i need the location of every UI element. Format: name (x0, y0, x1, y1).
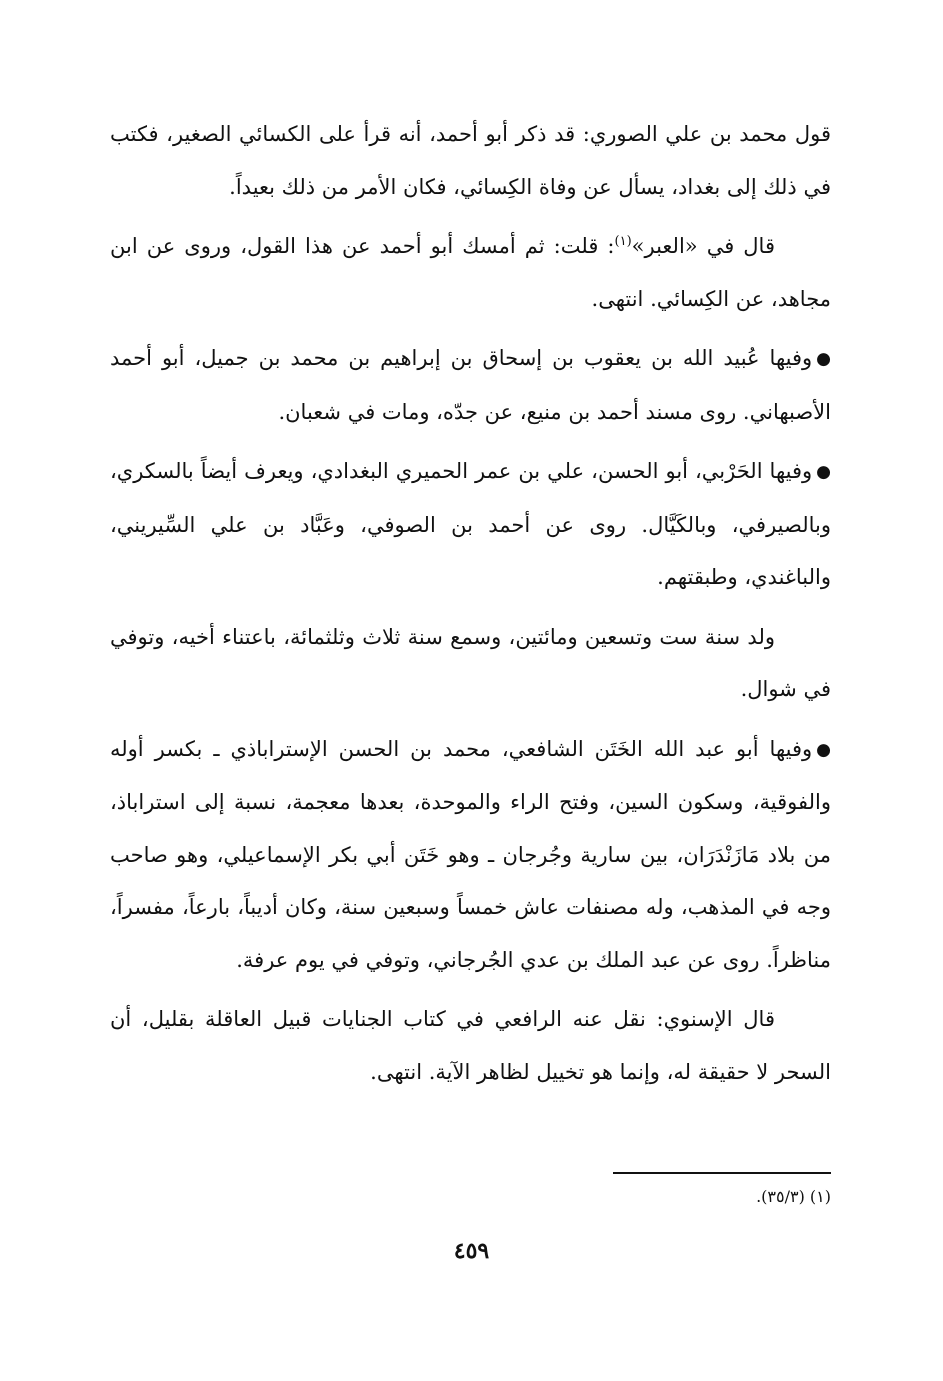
paragraph-2-lead: قال في «العبر» (631, 234, 775, 258)
page-number: ٤٥٩ (453, 1238, 490, 1264)
paragraph-7-text: قال الإسنوي: نقل عنه الرافعي في كتاب الجنايات قبيل العاقلة بقليل، أن السحر لا حقيقة له، وإنما هو تخييل لظاهر الآية. انتهى. (110, 1007, 831, 1084)
paragraph-5-text: ولد سنة ست وتسعين ومائتين، وسمع سنة ثلاث وثلثمائة، باعتناء أخيه، وتوفي في شوال. (110, 624, 831, 701)
paragraph-6 (110, 723, 831, 987)
paragraph-4-text: وفيها الحَرْبي، أبو الحسن، علي بن عمر الحميري البغدادي، ويعرف أيضاً بالسكري، وبالصيرفي، وبالكَيَّال. روى عن أحمد بن الصوفي، وعَبَّاد بن علي السِّيريني، والباغندي، وطبقتهم. (110, 459, 831, 589)
bullet-icon: ● (816, 462, 831, 482)
paragraph-1-text: قول محمد بن علي الصوري: قد ذكر أبو أحمد، أنه قرأ على الكسائي الصغير، فكتب في ذلك إلى بغداد، يسأل عن وفاة الكِسائي، فكان الأمر من ذلك بعيداً. (110, 122, 831, 199)
footnote-divider (613, 1172, 831, 1174)
bullet-icon: ● (816, 739, 831, 760)
footnote: (١) (٣٥/٣). (756, 1187, 831, 1206)
paragraph-2 (110, 220, 831, 325)
paragraph-3 (110, 332, 831, 438)
paragraph-1 (110, 108, 831, 213)
main-text (110, 108, 831, 1105)
paragraph-4 (110, 445, 831, 604)
paragraph-5 (110, 611, 831, 716)
bullet-icon: ● (816, 349, 831, 369)
paragraph-3-text: وفيها عُبيد الله بن يعقوب بن إسحاق بن إبراهيم بن محمد بن جميل، أبو أحمد الأصبهاني. روى مسند أحمد بن منيع، عن جدّه، ومات في شعبان. (110, 346, 831, 424)
paragraph-6-text: وفيها أبو عبد الله الخَتَن الشافعي، محمد بن الحسن الإستراباذي ـ بكسر أوله والفوقية، وسكون السين، وفتح الراء والموحدة، بعدها معجمة، نسبة إلى استراباذ، من بلاد مَازَنْدَرَان، بين سارية وجُرجان ـ وهو خَتَن أبي بكر الإسماعيلي، وهو صاحب وجه في المذهب، وله مصنفات عاش خمساً وسبعين سنة، وكان أديباً، بارعاً، مفسراً، مناظراً. روى عن عبد الملك بن عدي الجُرجاني، وتوفي في يوم عرفة. (110, 736, 831, 972)
footnote-reference-marker: (١) (614, 234, 632, 249)
paragraph-7 (110, 993, 831, 1098)
paragraph-2-rest: : قلت: ثم أمسك أبو أحمد عن هذا القول، وروى عن ابن مجاهد، عن الكِسائي. انتهى. (110, 234, 831, 311)
